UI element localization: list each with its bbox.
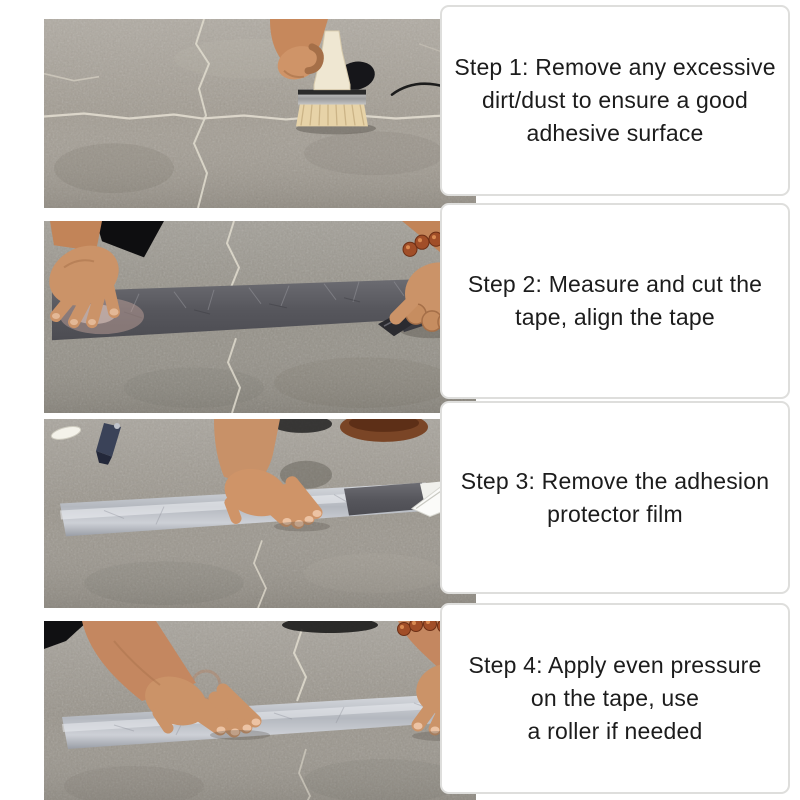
caption-line: Step 1: Remove any excessive [454,54,776,80]
step-2-caption-card [440,203,790,399]
step-1-photo [44,19,476,208]
step-1-caption-card [440,5,790,196]
caption-line: dirt/dust to ensure a good [481,87,749,113]
finger-shadow [210,730,270,740]
caption-line: tape, align the tape [515,304,715,330]
step-4-caption-card [440,603,790,794]
step-3-photo [44,419,476,608]
step-3-caption [461,465,769,531]
caption-line: protector film [547,500,683,527]
step-4-caption [468,649,761,748]
caption-line: on the tape, use [530,685,700,711]
caption-line: a roller if needed [527,718,703,744]
step-2-photo [44,221,476,413]
caption-line: Step 4: Apply even pressure [468,652,762,678]
finger-shadow [274,521,330,531]
caption-line: Step 2: Measure and cut the [467,271,763,297]
step-2-caption [468,268,762,334]
concrete-surface [44,19,476,208]
step-4-photo [44,621,476,800]
caption-line: Step 3: Remove the adhesion [460,467,770,494]
step-1-caption [454,51,775,150]
step-3-caption-card [440,401,790,594]
caption-line: adhesive surface [526,120,704,146]
